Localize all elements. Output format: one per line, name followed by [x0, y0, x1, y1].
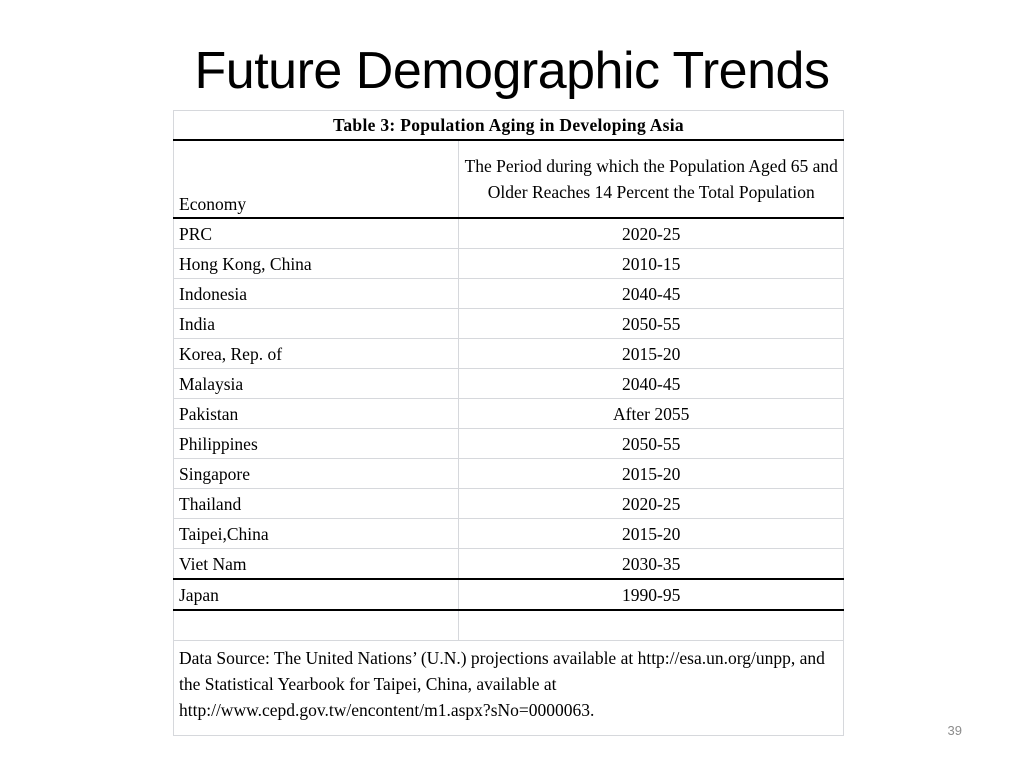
empty-cell: [459, 610, 844, 641]
period-cell: 2020-25: [459, 218, 844, 249]
table-row: [174, 279, 844, 309]
period-cell: 2015-20: [459, 519, 844, 549]
table-row: [174, 369, 844, 399]
table-row: [174, 249, 844, 279]
table-caption: Table 3: Population Aging in Developing Asia: [174, 111, 844, 141]
population-aging-table: [173, 110, 844, 736]
table-row: [174, 579, 844, 610]
header-period: The Period during which the Population Aged 65 and Older Reaches 14 Percent the Total Population: [459, 140, 844, 218]
table-row: [174, 429, 844, 459]
economy-cell: Singapore: [174, 459, 459, 489]
header-economy: Economy: [174, 140, 459, 218]
slide-title: Future Demographic Trends: [194, 42, 830, 100]
table-caption-row: [174, 111, 844, 141]
economy-cell: PRC: [174, 218, 459, 249]
table-header-row: [174, 140, 844, 218]
table-row: [174, 519, 844, 549]
economy-cell: Malaysia: [174, 369, 459, 399]
table-empty-row: [174, 610, 844, 641]
period-cell: 2030-35: [459, 549, 844, 580]
economy-cell: Korea, Rep. of: [174, 339, 459, 369]
table-source-row: [174, 641, 844, 736]
period-cell: 2020-25: [459, 489, 844, 519]
economy-cell: Viet Nam: [174, 549, 459, 580]
table-row: [174, 489, 844, 519]
table-row: [174, 399, 844, 429]
period-cell: 2050-55: [459, 309, 844, 339]
period-cell: 2010-15: [459, 249, 844, 279]
economy-cell: Philippines: [174, 429, 459, 459]
table-row: [174, 549, 844, 580]
economy-cell: Indonesia: [174, 279, 459, 309]
economy-cell: Hong Kong, China: [174, 249, 459, 279]
period-cell: 2040-45: [459, 279, 844, 309]
table-row: [174, 459, 844, 489]
data-source-note: Data Source: The United Nations’ (U.N.) projections available at http://esa.un.org/unpp, and the Statistical Yearbook for Taipei, China, available at http://www.cepd.gov.tw/encontent/m1.aspx?sNo=0000063.: [174, 641, 844, 736]
period-cell: 2040-45: [459, 369, 844, 399]
period-cell: 2015-20: [459, 339, 844, 369]
economy-cell: Taipei,China: [174, 519, 459, 549]
economy-cell: Thailand: [174, 489, 459, 519]
economy-cell: Japan: [174, 579, 459, 610]
table-row: [174, 218, 844, 249]
page-number: 39: [947, 723, 962, 738]
empty-cell: [174, 610, 459, 641]
period-cell: 2015-20: [459, 459, 844, 489]
period-cell: 2050-55: [459, 429, 844, 459]
period-cell: 1990-95: [459, 579, 844, 610]
period-cell: After 2055: [459, 399, 844, 429]
table-row: [174, 309, 844, 339]
economy-cell: Pakistan: [174, 399, 459, 429]
table-row: [174, 339, 844, 369]
economy-cell: India: [174, 309, 459, 339]
